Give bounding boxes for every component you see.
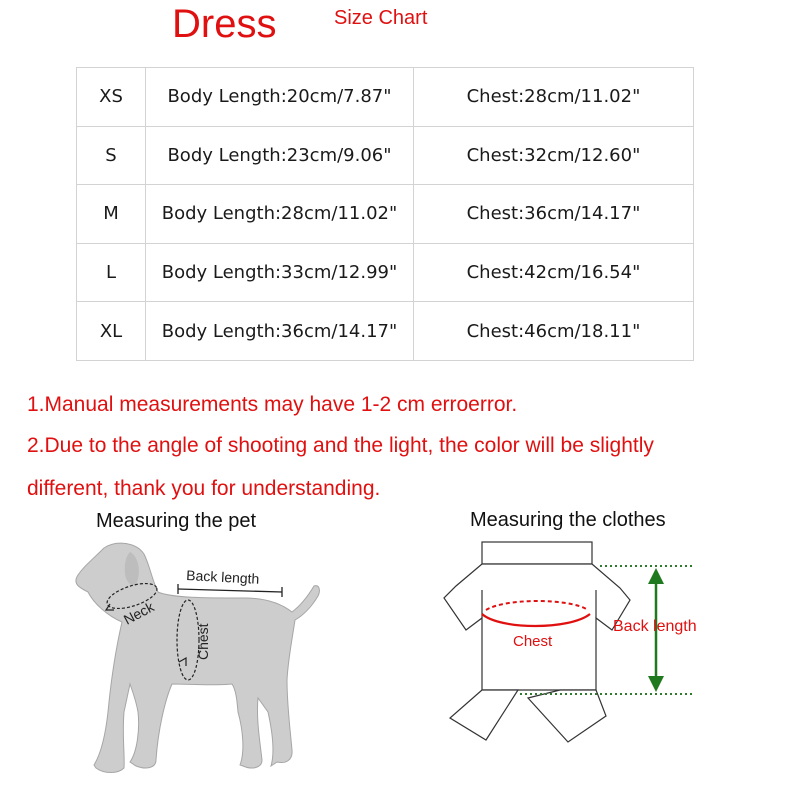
chest-cell: Chest:46cm/18.11" xyxy=(414,302,694,361)
note-measurement-error: 1.Manual measurements may have 1-2 cm erroerror. xyxy=(27,393,518,416)
table-row xyxy=(77,185,694,244)
note-color-difference: 2.Due to the angle of shooting and the light, the color will be slightly xyxy=(27,434,654,457)
table-row xyxy=(77,126,694,185)
clothes-back-length-label: Back length xyxy=(613,618,697,635)
page-subtitle: Size Chart xyxy=(334,7,428,29)
size-cell: M xyxy=(77,185,146,244)
chest-cell: Chest:42cm/16.54" xyxy=(414,243,694,302)
chest-cell: Chest:36cm/14.17" xyxy=(414,185,694,244)
body-length-cell: Body Length:28cm/11.02" xyxy=(146,185,414,244)
note-color-difference-cont: different, thank you for understanding. xyxy=(27,477,381,500)
size-cell: XL xyxy=(77,302,146,361)
body-length-cell: Body Length:33cm/12.99" xyxy=(146,243,414,302)
size-table xyxy=(76,67,694,361)
table-row xyxy=(77,243,694,302)
chest-cell: Chest:28cm/11.02" xyxy=(414,68,694,127)
size-cell: S xyxy=(77,126,146,185)
body-length-cell: Body Length:36cm/14.17" xyxy=(146,302,414,361)
pet-diagram-caption: Measuring the pet xyxy=(96,510,257,532)
body-length-cell: Body Length:23cm/9.06" xyxy=(146,126,414,185)
clothes-diagram-caption: Measuring the clothes xyxy=(470,509,666,531)
page-title: Dress xyxy=(172,2,277,46)
dog-back-length-label: Back length xyxy=(185,567,260,587)
dog-measure-illustration xyxy=(70,535,330,785)
clothes-chest-label: Chest xyxy=(513,633,553,650)
size-cell: L xyxy=(77,243,146,302)
clothes-measure-illustration xyxy=(430,535,720,745)
size-cell: XS xyxy=(77,68,146,127)
clothes-collar xyxy=(482,542,592,564)
body-length-cell: Body Length:20cm/7.87" xyxy=(146,68,414,127)
dog-chest-label: Chest xyxy=(195,623,211,660)
table-row xyxy=(77,302,694,361)
chest-cell: Chest:32cm/12.60" xyxy=(414,126,694,185)
table-row xyxy=(77,68,694,127)
dog-neck-label: Neck xyxy=(120,598,157,628)
clothes-legs xyxy=(450,690,606,742)
